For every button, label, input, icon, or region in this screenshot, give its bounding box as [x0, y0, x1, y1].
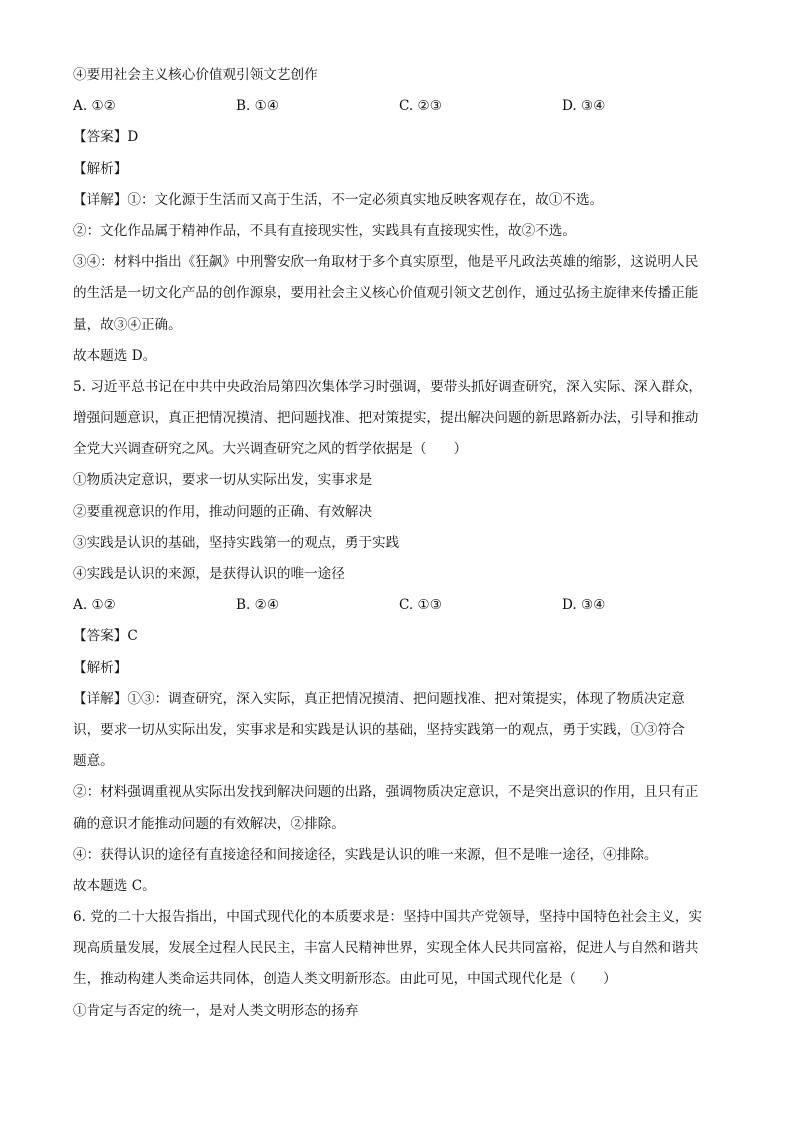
text-line: 【解析】 — [73, 659, 128, 676]
answer-option: B. ①④ — [236, 98, 280, 115]
text-line: ④：获得认识的途径有直接途径和间接途径，实践是认识的唯一来源，但不是唯一途径，④排除。 — [73, 846, 658, 863]
text-line: ③④：材料中指出《狂飙》中刑警安欣一角取材于多个真实原型，他是平凡政法英雄的缩影，这说明人民 — [73, 254, 699, 271]
text-line: 【详解】①③：调查研究，深入实际，真正把情况摸清、把问题找准、把对策提实，体现了物质决定意 — [73, 690, 685, 707]
answer-options — [73, 594, 733, 625]
text-line: ③实践是认识的基础，坚持实践第一的观点，勇于实践 — [73, 534, 400, 551]
text-line: ②要重视意识的作用，推动问题的正确、有效解决 — [73, 503, 373, 520]
text-line: 生，推动构建人类命运共同体，创造人类文明新形态。由此可见，中国式现代化是（ ） — [73, 971, 617, 988]
text-line: 6. 党的二十大报告指出，中国式现代化的本质要求是：坚持中国共产党领导，坚持中国特色社会主义，实 — [73, 909, 703, 926]
text-line: 全党大兴调查研究之风。大兴调查研究之风的哲学依据是（ ） — [73, 441, 468, 458]
text-line: 故本题选 C。 — [73, 877, 156, 894]
text-line: 【答案】C — [73, 628, 138, 645]
text-line: ④实践是认识的来源，是获得认识的唯一途径 — [73, 566, 345, 582]
answer-option: A. ①② — [73, 98, 116, 115]
text-line: ①物质决定意识，要求一切从实际出发，实事求是 — [73, 472, 373, 489]
answer-option: D. ③④ — [562, 98, 606, 115]
text-line: ④要用社会主义核心价值观引领文艺创作 — [73, 67, 318, 83]
text-line: ①肯定与否定的统一，是对人类文明形态的扬弃 — [73, 1002, 359, 1019]
text-line: 量，故③④正确。 — [73, 316, 182, 333]
answer-option: D. ③④ — [562, 597, 606, 614]
text-line: ②：文化作品属于精神作品，不具有直接现实性，实践具有直接现实性，故②不选。 — [73, 222, 576, 239]
answer-options — [73, 95, 733, 126]
text-line: 题意。 — [73, 753, 114, 770]
text-line: 故本题选 D。 — [73, 347, 157, 364]
text-line: 增强问题意识，真正把情况摸清、把问题找准、把对策提实，提出解决问题的新思路新办法，引导和推动 — [73, 410, 699, 427]
text-line: 确的意识才能推动问题的有效解决，②排除。 — [73, 815, 345, 832]
text-line: 现高质量发展，发展全过程人民民主，丰富人民精神世界，实现全体人民共同富裕，促进人与自然和谐共 — [73, 940, 699, 957]
document-body — [73, 64, 733, 1031]
answer-option: C. ②③ — [399, 98, 442, 115]
text-line: 5. 习近平总书记在中共中央政治局第四次集体学习时强调，要带头抓好调查研究，深入实际、深入群众， — [73, 378, 703, 395]
answer-option: A. ①② — [73, 597, 116, 614]
text-line: 【答案】D — [73, 129, 139, 146]
text-line: 【详解】①：文化源于生活而又高于生活，不一定必须真实地反映客观存在，故①不选。 — [73, 191, 604, 208]
text-line: 识，要求一切从实际出发，实事求是和实践是认识的基础，坚持实践第一的观点，勇于实践，①③符合 — [73, 721, 685, 738]
text-line: 的生活是一切文化产品的创作源泉，要用社会主义核心价值观引领文艺创作，通过弘扬主旋律来传播正能 — [73, 285, 699, 302]
answer-option: C. ①③ — [399, 597, 442, 614]
text-line: ②：材料强调重视从实际出发找到解决问题的出路，强调物质决定意识，不是突出意识的作用，且只有正 — [73, 784, 699, 801]
answer-option: B. ②④ — [236, 597, 280, 614]
text-line: 【解析】 — [73, 160, 128, 177]
